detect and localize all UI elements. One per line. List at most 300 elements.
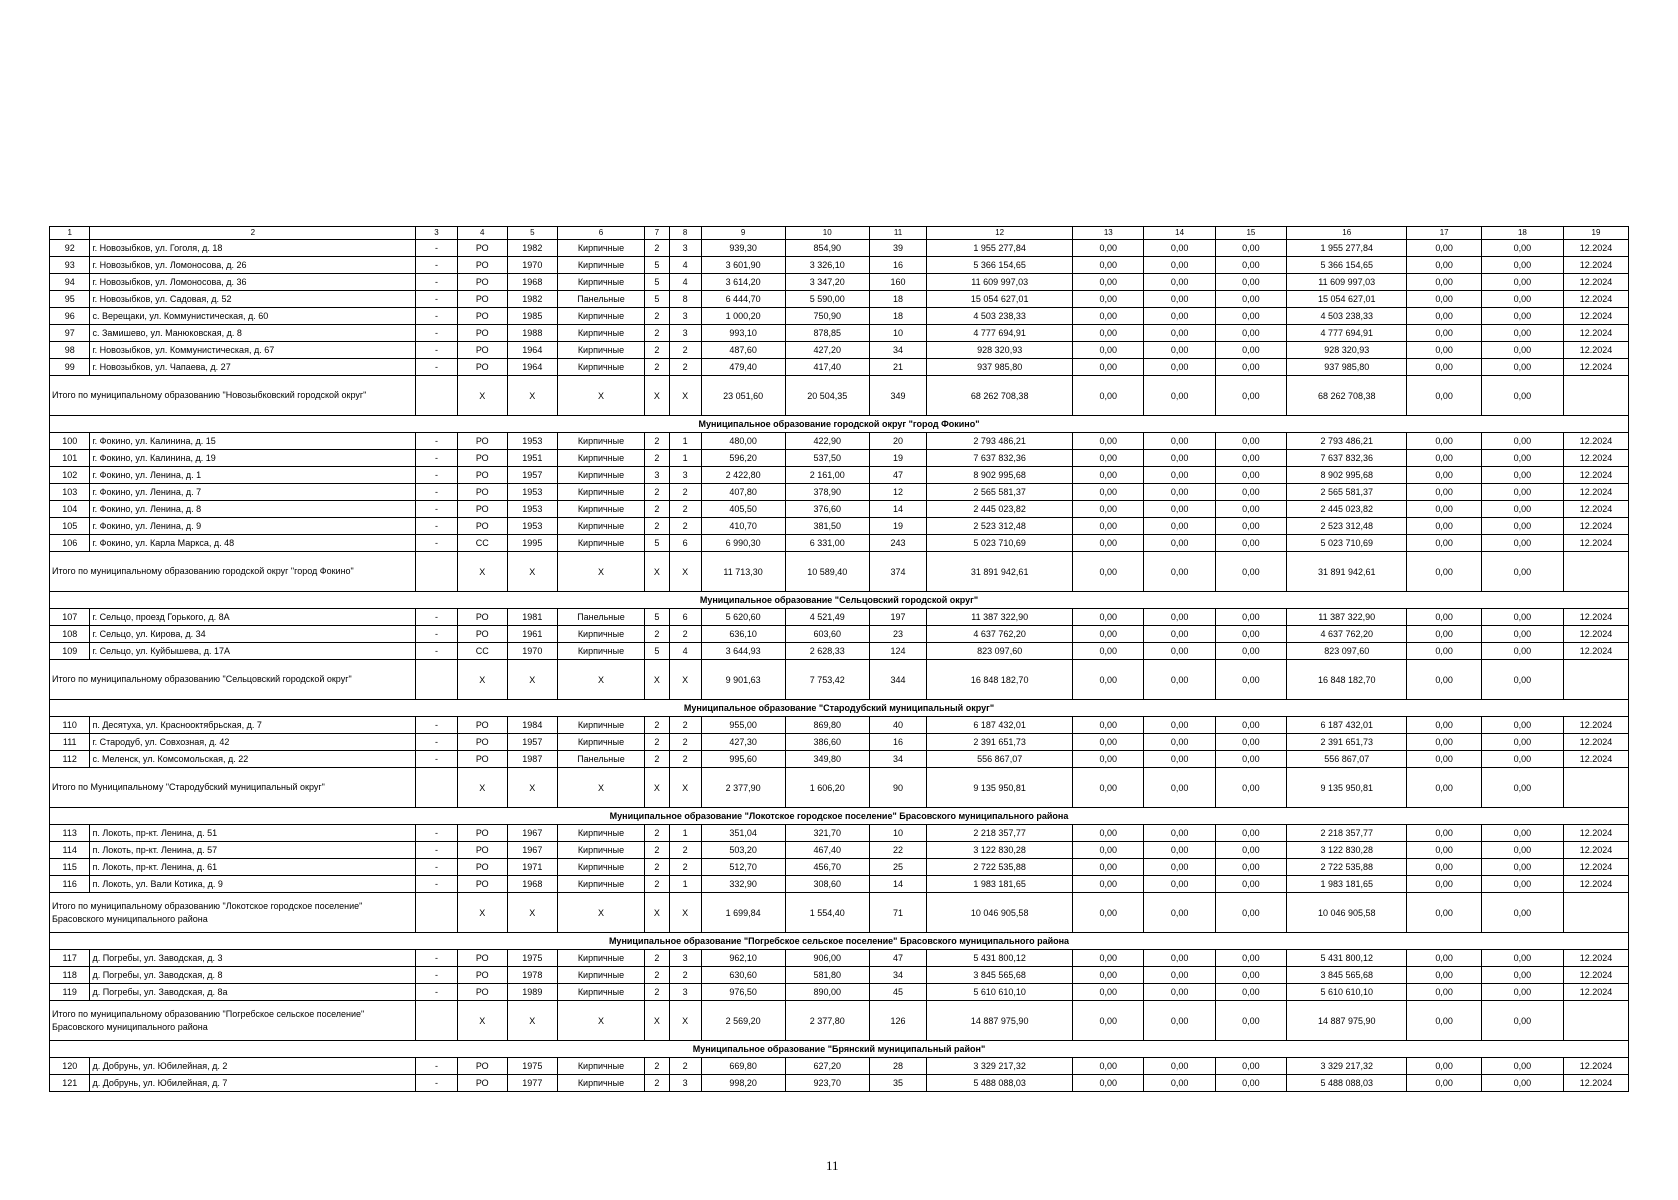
table-cell: 0,00: [1144, 484, 1215, 501]
subtotal-label: Итого по муниципальному образованию "Погребское сельское поселение" Брасовского муниципального района: [50, 1001, 416, 1041]
table-cell: -: [416, 859, 458, 876]
subtotal-cell: 0,00: [1407, 376, 1482, 416]
table-row: [50, 1058, 1629, 1075]
section-title: Муниципальное образование "Стародубский муниципальный округ": [50, 700, 1629, 717]
table-cell: 581,80: [785, 967, 869, 984]
table-cell: 0,00: [1407, 842, 1482, 859]
table-row: [50, 609, 1629, 626]
table-cell: Кирпичные: [557, 1058, 644, 1075]
table-cell: 0,00: [1144, 518, 1215, 535]
subtotal-cell: 10 046 905,58: [1287, 893, 1407, 933]
table-cell: 0,00: [1144, 1075, 1215, 1092]
table-cell: 2: [645, 717, 669, 734]
table-cell: 480,00: [701, 433, 785, 450]
table-cell: 2 565 581,37: [927, 484, 1073, 501]
table-cell: 16: [869, 734, 926, 751]
table-cell: Кирпичные: [557, 535, 644, 552]
table-cell: 0,00: [1215, 518, 1286, 535]
table-cell: 0,00: [1215, 308, 1286, 325]
table-cell: 1977: [507, 1075, 557, 1092]
table-cell: 0,00: [1073, 751, 1144, 768]
table-cell: 0,00: [1073, 609, 1144, 626]
address-cell: г. Фокино, ул. Ленина, д. 8: [90, 501, 416, 518]
table-cell: 25: [869, 859, 926, 876]
table-cell: 0,00: [1073, 734, 1144, 751]
address-cell: д. Добрунь, ул. Юбилейная, д. 2: [90, 1058, 416, 1075]
section-header-row: [50, 933, 1629, 950]
table-cell: 0,00: [1407, 825, 1482, 842]
table-cell: 5 620,60: [701, 609, 785, 626]
subtotal-cell: 90: [869, 768, 926, 808]
subtotal-row: [50, 893, 1629, 933]
table-cell: 28: [869, 1058, 926, 1075]
table-cell: 15 054 627,01: [1287, 291, 1407, 308]
table-cell: 3 122 830,28: [1287, 842, 1407, 859]
table-row: [50, 751, 1629, 768]
address-cell: г. Сельцо, проезд Горького, д. 8А: [90, 609, 416, 626]
subtotal-cell: X: [557, 1001, 644, 1041]
table-cell: 1987: [507, 751, 557, 768]
table-cell: 16: [869, 257, 926, 274]
table-cell: -: [416, 291, 458, 308]
table-cell: 2: [645, 308, 669, 325]
table-cell: 4 503 238,33: [1287, 308, 1407, 325]
table-cell: 2: [669, 359, 701, 376]
table-cell: 3 644,93: [701, 643, 785, 660]
table-cell: 2: [645, 359, 669, 376]
table-cell: 11 387 322,90: [1287, 609, 1407, 626]
table-cell: 0,00: [1073, 825, 1144, 842]
table-cell: 5: [645, 257, 669, 274]
table-cell: 3: [669, 950, 701, 967]
subtotal-cell: 7 753,42: [785, 660, 869, 700]
table-cell: 2: [645, 967, 669, 984]
table-cell: РО: [457, 359, 507, 376]
table-cell: Кирпичные: [557, 643, 644, 660]
table-cell: 0,00: [1144, 751, 1215, 768]
table-cell: 3 601,90: [701, 257, 785, 274]
table-cell: 0,00: [1481, 859, 1563, 876]
table-cell: 2 218 357,77: [927, 825, 1073, 842]
table-cell: 669,80: [701, 1058, 785, 1075]
table-cell: 2: [645, 734, 669, 751]
table-cell: 998,20: [701, 1075, 785, 1092]
table-cell: 2 523 312,48: [1287, 518, 1407, 535]
table-cell: 23: [869, 626, 926, 643]
address-cell: с. Замишево, ул. Манюковская, д. 8: [90, 325, 416, 342]
table-cell: 5 431 800,12: [927, 950, 1073, 967]
table-cell: 108: [50, 626, 90, 643]
column-number-cell: 17: [1407, 227, 1482, 240]
table-cell: Кирпичные: [557, 717, 644, 734]
address-cell: д. Погребы, ул. Заводская, д. 8: [90, 967, 416, 984]
table-cell: Панельные: [557, 291, 644, 308]
table-cell: Кирпичные: [557, 876, 644, 893]
subtotal-cell: 0,00: [1481, 552, 1563, 592]
address-cell: п. Локоть, ул. Вали Котика, д. 9: [90, 876, 416, 893]
table-cell: 556 867,07: [1287, 751, 1407, 768]
table-cell: 2: [645, 1058, 669, 1075]
table-cell: 4: [669, 274, 701, 291]
table-cell: 4 777 694,91: [927, 325, 1073, 342]
table-cell: 12.2024: [1563, 308, 1628, 325]
table-cell: 1953: [507, 433, 557, 450]
subtotal-cell: X: [645, 1001, 669, 1041]
table-cell: 34: [869, 967, 926, 984]
subtotal-cell: X: [557, 660, 644, 700]
table-cell: 1968: [507, 876, 557, 893]
table-cell: РО: [457, 433, 507, 450]
table-cell: 2: [645, 342, 669, 359]
table-cell: 0,00: [1073, 518, 1144, 535]
table-cell: 12.2024: [1563, 825, 1628, 842]
table-cell: 12.2024: [1563, 467, 1628, 484]
column-number-cell: 13: [1073, 227, 1144, 240]
table-row: [50, 950, 1629, 967]
table-cell: 5 023 710,69: [1287, 535, 1407, 552]
table-cell: 5: [645, 274, 669, 291]
table-cell: 1: [669, 876, 701, 893]
table-cell: -: [416, 751, 458, 768]
column-number-cell: 2: [90, 227, 416, 240]
address-cell: г. Сельцо, ул. Кирова, д. 34: [90, 626, 416, 643]
subtotal-cell: 0,00: [1407, 768, 1482, 808]
table-cell: РО: [457, 876, 507, 893]
subtotal-cell: 349: [869, 376, 926, 416]
address-cell: г. Фокино, ул. Ленина, д. 9: [90, 518, 416, 535]
table-cell: 1: [669, 825, 701, 842]
table-cell: 0,00: [1144, 734, 1215, 751]
table-cell: Кирпичные: [557, 626, 644, 643]
table-cell: 5: [645, 643, 669, 660]
table-cell: 878,85: [785, 325, 869, 342]
subtotal-cell: 14 887 975,90: [927, 1001, 1073, 1041]
table-cell: 0,00: [1215, 1075, 1286, 1092]
table-cell: 0,00: [1407, 967, 1482, 984]
subtotal-cell: 0,00: [1144, 552, 1215, 592]
table-cell: 1967: [507, 825, 557, 842]
subtotal-cell: 344: [869, 660, 926, 700]
table-cell: -: [416, 535, 458, 552]
table-row: [50, 274, 1629, 291]
table-cell: 2: [645, 325, 669, 342]
table-cell: Панельные: [557, 609, 644, 626]
table-cell: 0,00: [1407, 450, 1482, 467]
table-cell: 2: [645, 842, 669, 859]
subtotal-cell: 0,00: [1481, 768, 1563, 808]
subtotal-cell: [1563, 1001, 1628, 1041]
table-cell: 110: [50, 717, 90, 734]
table-cell: 0,00: [1481, 1075, 1563, 1092]
subtotal-cell: 0,00: [1073, 660, 1144, 700]
table-cell: 0,00: [1144, 274, 1215, 291]
table-row: [50, 1075, 1629, 1092]
address-cell: д. Погребы, ул. Заводская, д. 8а: [90, 984, 416, 1001]
table-cell: 2: [645, 433, 669, 450]
table-cell: 2 391 651,73: [1287, 734, 1407, 751]
table-cell: 993,10: [701, 325, 785, 342]
table-cell: 376,60: [785, 501, 869, 518]
subtotal-cell: 0,00: [1144, 660, 1215, 700]
table-cell: 0,00: [1073, 967, 1144, 984]
table-cell: 1951: [507, 450, 557, 467]
table-cell: 12.2024: [1563, 484, 1628, 501]
column-number-cell: 19: [1563, 227, 1628, 240]
table-cell: 100: [50, 433, 90, 450]
table-cell: 0,00: [1215, 950, 1286, 967]
table-cell: 0,00: [1144, 433, 1215, 450]
table-cell: 0,00: [1073, 359, 1144, 376]
table-cell: 1: [669, 450, 701, 467]
table-cell: 939,30: [701, 240, 785, 257]
table-cell: -: [416, 257, 458, 274]
table-cell: 381,50: [785, 518, 869, 535]
table-cell: Кирпичные: [557, 450, 644, 467]
table-cell: 12.2024: [1563, 734, 1628, 751]
subtotal-cell: [1563, 376, 1628, 416]
table-cell: 243: [869, 535, 926, 552]
table-cell: РО: [457, 609, 507, 626]
table-cell: 0,00: [1407, 501, 1482, 518]
table-row: [50, 825, 1629, 842]
table-cell: 995,60: [701, 751, 785, 768]
table-cell: 5 610 610,10: [1287, 984, 1407, 1001]
subtotal-cell: 71: [869, 893, 926, 933]
table-cell: 2: [669, 626, 701, 643]
table-cell: 0,00: [1144, 842, 1215, 859]
table-cell: 19: [869, 450, 926, 467]
table-cell: 1978: [507, 967, 557, 984]
table-cell: 0,00: [1481, 342, 1563, 359]
table-cell: 0,00: [1144, 643, 1215, 660]
table-cell: 0,00: [1144, 359, 1215, 376]
table-cell: 1970: [507, 643, 557, 660]
table-cell: 2: [645, 950, 669, 967]
table-cell: -: [416, 984, 458, 1001]
table-cell: 1964: [507, 359, 557, 376]
table-cell: 0,00: [1407, 342, 1482, 359]
table-row: [50, 876, 1629, 893]
table-cell: 107: [50, 609, 90, 626]
column-number-cell: 12: [927, 227, 1073, 240]
table-cell: 11 609 997,03: [1287, 274, 1407, 291]
table-cell: 12.2024: [1563, 1075, 1628, 1092]
table-cell: 119: [50, 984, 90, 1001]
table-row: [50, 734, 1629, 751]
subtotal-cell: X: [557, 552, 644, 592]
table-cell: 0,00: [1407, 274, 1482, 291]
section-title: Муниципальное образование "Сельцовский городской округ": [50, 592, 1629, 609]
table-cell: 2: [645, 825, 669, 842]
table-cell: 0,00: [1215, 842, 1286, 859]
column-number-cell: 16: [1287, 227, 1407, 240]
subtotal-cell: 0,00: [1481, 1001, 1563, 1041]
address-cell: г. Новозыбков, ул. Гоголя, д. 18: [90, 240, 416, 257]
subtotal-cell: 374: [869, 552, 926, 592]
table-cell: 0,00: [1073, 484, 1144, 501]
table-cell: 93: [50, 257, 90, 274]
table-cell: 1975: [507, 950, 557, 967]
table-cell: -: [416, 950, 458, 967]
table-cell: 0,00: [1481, 609, 1563, 626]
subtotal-cell: 1 606,20: [785, 768, 869, 808]
address-cell: с. Верещаки, ул. Коммунистическая, д. 60: [90, 308, 416, 325]
table-cell: 976,50: [701, 984, 785, 1001]
table-cell: 1982: [507, 291, 557, 308]
table-cell: 5: [645, 291, 669, 308]
table-cell: 386,60: [785, 734, 869, 751]
table-cell: 0,00: [1073, 325, 1144, 342]
subtotal-cell: 0,00: [1407, 893, 1482, 933]
table-cell: РО: [457, 825, 507, 842]
subtotal-cell: [416, 376, 458, 416]
section-header-row: [50, 808, 1629, 825]
table-cell: 479,40: [701, 359, 785, 376]
table-cell: -: [416, 825, 458, 842]
table-cell: 928 320,93: [1287, 342, 1407, 359]
table-cell: 14: [869, 501, 926, 518]
table-cell: 0,00: [1073, 274, 1144, 291]
table-cell: 2: [645, 450, 669, 467]
table-cell: -: [416, 1058, 458, 1075]
table-cell: 5: [645, 535, 669, 552]
table-cell: 2: [669, 842, 701, 859]
table-cell: -: [416, 433, 458, 450]
table-cell: 0,00: [1407, 950, 1482, 967]
table-cell: 467,40: [785, 842, 869, 859]
table-cell: 0,00: [1215, 359, 1286, 376]
table-cell: 332,90: [701, 876, 785, 893]
table-cell: 40: [869, 717, 926, 734]
table-cell: 1 955 277,84: [927, 240, 1073, 257]
table-cell: 0,00: [1215, 467, 1286, 484]
table-cell: 1981: [507, 609, 557, 626]
table-cell: 0,00: [1481, 433, 1563, 450]
table-cell: 1 983 181,65: [927, 876, 1073, 893]
subtotal-cell: 10 046 905,58: [927, 893, 1073, 933]
table-cell: 7 637 832,36: [1287, 450, 1407, 467]
subtotal-row: [50, 1001, 1629, 1041]
column-number-cell: 9: [701, 227, 785, 240]
subtotal-cell: 23 051,60: [701, 376, 785, 416]
subtotal-cell: 0,00: [1073, 376, 1144, 416]
table-cell: 6 990,30: [701, 535, 785, 552]
table-row: [50, 626, 1629, 643]
table-cell: 869,80: [785, 717, 869, 734]
subtotal-cell: 11 713,30: [701, 552, 785, 592]
table-cell: 105: [50, 518, 90, 535]
table-cell: Кирпичные: [557, 433, 644, 450]
subtotal-cell: [416, 768, 458, 808]
table-cell: 103: [50, 484, 90, 501]
table-cell: -: [416, 467, 458, 484]
table-cell: Кирпичные: [557, 359, 644, 376]
table-cell: 121: [50, 1075, 90, 1092]
address-cell: п. Десятуха, ул. Красноoктябрьская, д. 7: [90, 717, 416, 734]
subtotal-row: [50, 660, 1629, 700]
column-number-cell: 6: [557, 227, 644, 240]
table-cell: 410,70: [701, 518, 785, 535]
address-cell: с. Меленск, ул. Комсомольская, д. 22: [90, 751, 416, 768]
table-cell: 0,00: [1407, 1058, 1482, 1075]
table-cell: 0,00: [1215, 274, 1286, 291]
table-cell: 0,00: [1073, 501, 1144, 518]
table-row: [50, 859, 1629, 876]
table-cell: 556 867,07: [927, 751, 1073, 768]
table-cell: 962,10: [701, 950, 785, 967]
address-cell: г. Фокино, ул. Ленина, д. 7: [90, 484, 416, 501]
table-cell: 0,00: [1144, 626, 1215, 643]
table-row: [50, 291, 1629, 308]
table-cell: 0,00: [1407, 467, 1482, 484]
table-cell: 823 097,60: [927, 643, 1073, 660]
column-number-cell: 11: [869, 227, 926, 240]
table-cell: 2: [669, 751, 701, 768]
table-cell: 0,00: [1215, 984, 1286, 1001]
table-cell: 5 610 610,10: [927, 984, 1073, 1001]
table-cell: РО: [457, 967, 507, 984]
table-cell: 2 565 581,37: [1287, 484, 1407, 501]
subtotal-cell: X: [507, 1001, 557, 1041]
table-cell: 12.2024: [1563, 967, 1628, 984]
table-cell: 308,60: [785, 876, 869, 893]
table-cell: 12.2024: [1563, 342, 1628, 359]
table-cell: 2: [669, 342, 701, 359]
table-cell: 0,00: [1073, 1058, 1144, 1075]
table-cell: 6: [669, 535, 701, 552]
table-cell: 0,00: [1144, 950, 1215, 967]
table-cell: РО: [457, 1058, 507, 1075]
table-cell: 0,00: [1215, 257, 1286, 274]
subtotal-cell: [416, 552, 458, 592]
table-cell: 0,00: [1215, 1058, 1286, 1075]
table-cell: 1953: [507, 518, 557, 535]
table-cell: 0,00: [1144, 1058, 1215, 1075]
table-row: [50, 359, 1629, 376]
subtotal-cell: X: [457, 552, 507, 592]
subtotal-cell: 31 891 942,61: [927, 552, 1073, 592]
table-cell: 2: [645, 240, 669, 257]
subtotal-cell: X: [457, 768, 507, 808]
address-cell: п. Локоть, пр-кт. Ленина, д. 57: [90, 842, 416, 859]
address-cell: г. Новозыбков, ул. Чапаева, д. 27: [90, 359, 416, 376]
subtotal-cell: 0,00: [1144, 768, 1215, 808]
table-cell: 0,00: [1215, 535, 1286, 552]
table-cell: 34: [869, 342, 926, 359]
table-cell: 3: [669, 325, 701, 342]
section-title: Муниципальное образование "Локотское городское поселение" Брасовского муниципального района: [50, 808, 1629, 825]
table-cell: 890,00: [785, 984, 869, 1001]
table-cell: 0,00: [1215, 734, 1286, 751]
column-number-cell: 5: [507, 227, 557, 240]
table-cell: 12: [869, 484, 926, 501]
table-cell: 351,04: [701, 825, 785, 842]
table-cell: СС: [457, 643, 507, 660]
subtotal-cell: X: [507, 552, 557, 592]
table-cell: 2: [645, 984, 669, 1001]
table-cell: 0,00: [1073, 717, 1144, 734]
table-cell: РО: [457, 950, 507, 967]
subtotal-cell: 20 504,35: [785, 376, 869, 416]
table-cell: 0,00: [1215, 609, 1286, 626]
table-cell: РО: [457, 240, 507, 257]
table-cell: 0,00: [1144, 717, 1215, 734]
table-cell: 0,00: [1073, 626, 1144, 643]
table-cell: Кирпичные: [557, 484, 644, 501]
column-number-cell: 3: [416, 227, 458, 240]
subtotal-cell: 0,00: [1073, 893, 1144, 933]
subtotal-cell: 1 699,84: [701, 893, 785, 933]
